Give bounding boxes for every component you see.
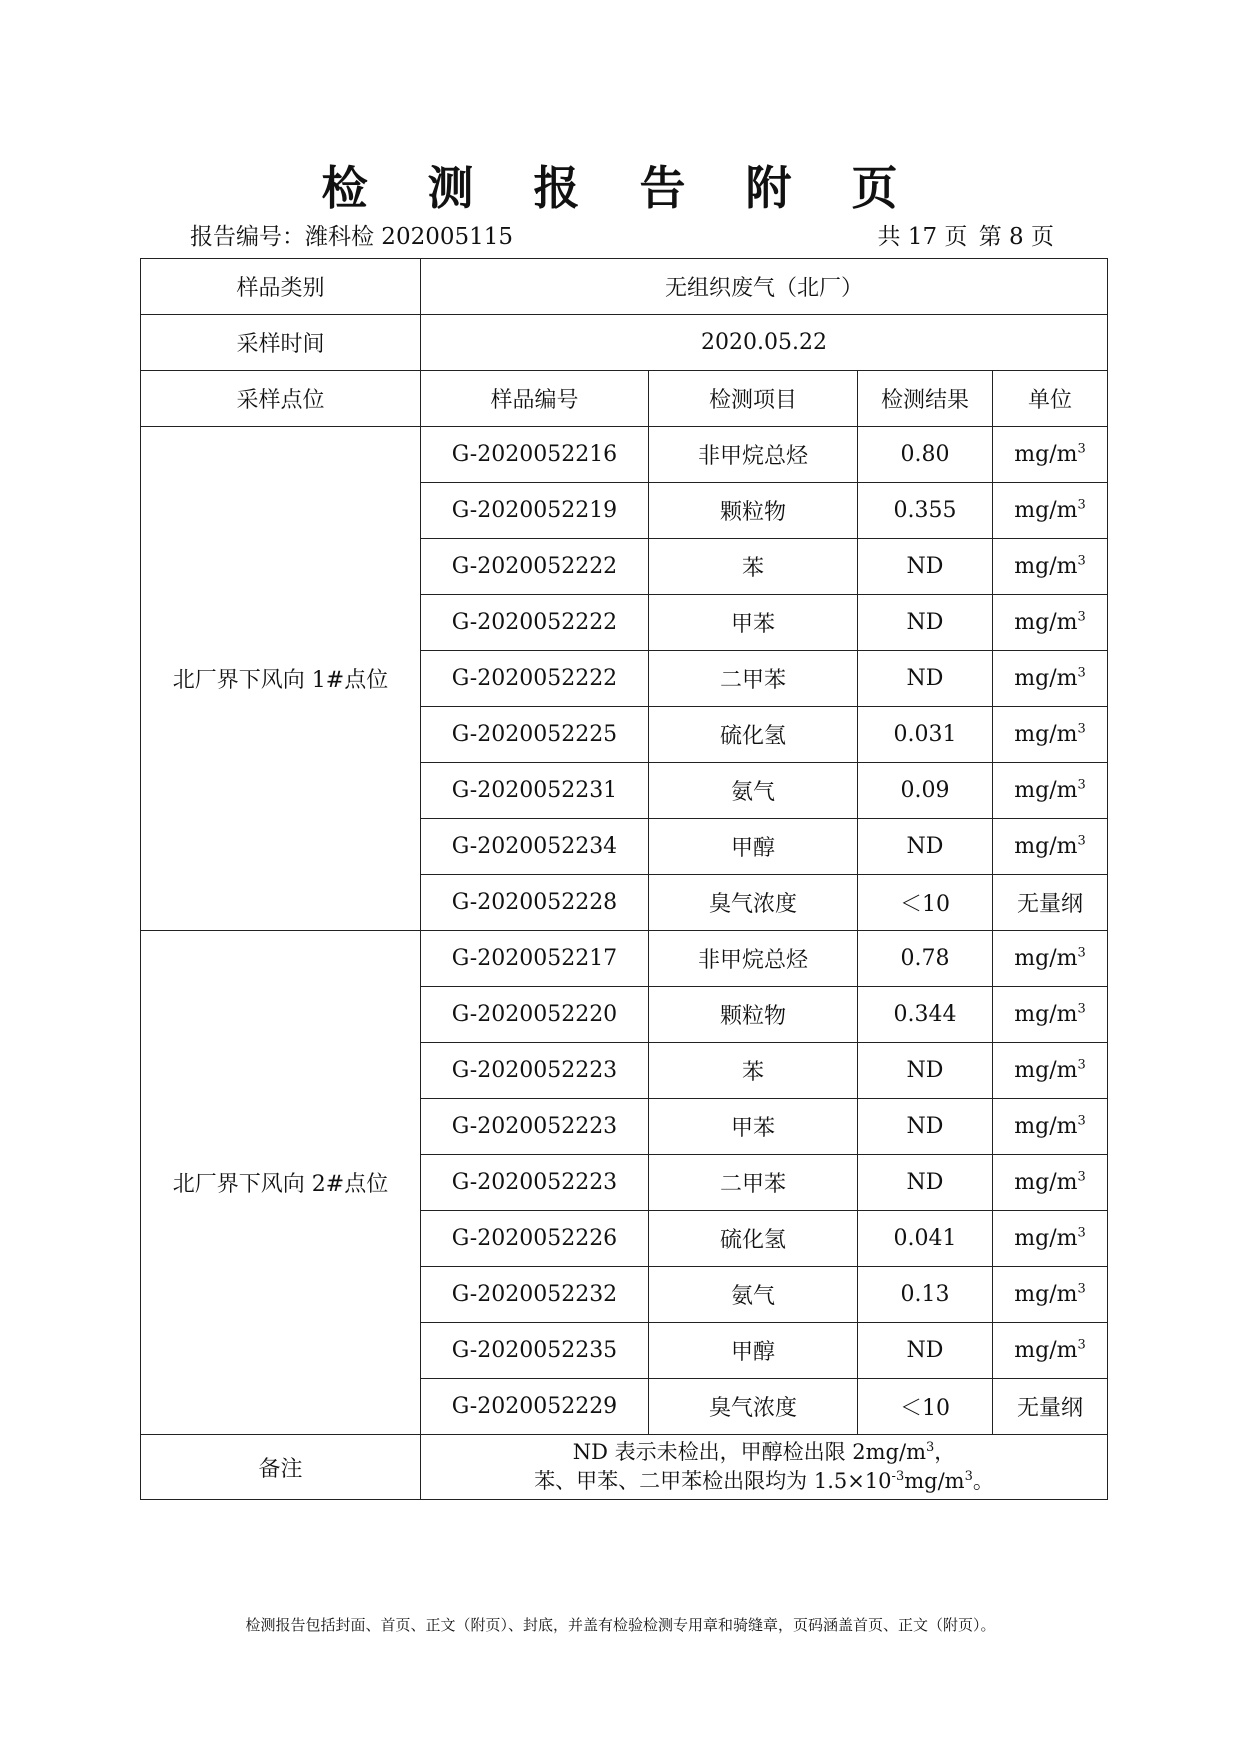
test-item: 二甲苯	[649, 651, 858, 707]
sampling-time-row	[141, 315, 1108, 371]
unit: $mg/m^3$	[993, 1155, 1108, 1211]
unit: $mg/m^3$	[993, 707, 1108, 763]
report-number	[190, 218, 513, 251]
test-result: 0.13	[858, 1267, 993, 1323]
unit: $mg/m^3$	[993, 763, 1108, 819]
remarks-row	[141, 1435, 1108, 1500]
sample-id: G-2020052235	[421, 1323, 649, 1379]
test-result: 0.355	[858, 483, 993, 539]
unit: $mg/m^3$	[993, 987, 1108, 1043]
sampling-location: 北厂界下风向 2#点位	[141, 931, 421, 1435]
remarks-line1: ND 表示未检出，甲醇检出限 $2mg/m^3$，	[572, 1440, 956, 1464]
sample-id: G-2020052222	[421, 651, 649, 707]
sample-id: G-2020052220	[421, 987, 649, 1043]
sample-id: G-2020052222	[421, 595, 649, 651]
sample-id: G-2020052219	[421, 483, 649, 539]
test-result: ＜10	[858, 1379, 993, 1435]
test-item: 苯	[649, 1043, 858, 1099]
test-result: ND	[858, 819, 993, 875]
unit: $mg/m^3$	[993, 819, 1108, 875]
remarks-section	[141, 1435, 1108, 1500]
sample-id: G-2020052216	[421, 427, 649, 483]
test-result: ND	[858, 539, 993, 595]
unit: $mg/m^3$	[993, 427, 1108, 483]
test-result: ND	[858, 651, 993, 707]
test-item: 臭气浓度	[649, 1379, 858, 1435]
page-title: 检 测 报 告 附 页	[321, 161, 920, 215]
unit: 无量纲	[993, 875, 1108, 931]
test-result: 0.344	[858, 987, 993, 1043]
test-item: 颗粒物	[649, 483, 858, 539]
unit: 无量纲	[993, 1379, 1108, 1435]
unit: $mg/m^3$	[993, 1043, 1108, 1099]
test-result: ND	[858, 1155, 993, 1211]
test-result: ND	[858, 1323, 993, 1379]
test-item: 硫化氢	[649, 1211, 858, 1267]
sample-id: G-2020052234	[421, 819, 649, 875]
sample-id: G-2020052223	[421, 1155, 649, 1211]
header-result: 检测结果	[858, 371, 993, 427]
remarks-text	[421, 1435, 1108, 1500]
test-result: ND	[858, 595, 993, 651]
header-sample-id: 样品编号	[421, 371, 649, 427]
unit: $mg/m^3$	[993, 595, 1108, 651]
test-item: 硫化氢	[649, 707, 858, 763]
report-table	[140, 258, 1108, 1500]
test-result: ND	[858, 1043, 993, 1099]
report-number-value: 潍科检 202005115	[305, 224, 514, 250]
sample-id: G-2020052232	[421, 1267, 649, 1323]
test-item: 甲苯	[649, 1099, 858, 1155]
sample-id: G-2020052217	[421, 931, 649, 987]
remarks-label: 备注	[141, 1435, 421, 1500]
sample-id: G-2020052223	[421, 1099, 649, 1155]
sampling-location: 北厂界下风向 1#点位	[141, 427, 421, 931]
sample-type-value: 无组织废气（北厂）	[421, 259, 1108, 315]
test-result: 0.80	[858, 427, 993, 483]
remarks-line2: 苯、甲苯、二甲苯检出限均为 $1.5\times 10^{-3}mg/m^3$。	[534, 1469, 994, 1493]
unit: $mg/m^3$	[993, 483, 1108, 539]
header-location: 采样点位	[141, 371, 421, 427]
table-header-row	[141, 371, 1108, 427]
unit: $mg/m^3$	[993, 1099, 1108, 1155]
page-total: 共 17 页	[877, 224, 968, 250]
sample-id: G-2020052229	[421, 1379, 649, 1435]
test-item: 甲苯	[649, 595, 858, 651]
test-item: 颗粒物	[649, 987, 858, 1043]
sample-id: G-2020052223	[421, 1043, 649, 1099]
table-row	[141, 427, 1108, 483]
test-item: 甲醇	[649, 819, 858, 875]
sample-type-label: 样品类别	[141, 259, 421, 315]
unit: $mg/m^3$	[993, 1323, 1108, 1379]
sample-id: G-2020052225	[421, 707, 649, 763]
sampling-time-value: 2020.05.22	[421, 315, 1108, 371]
page-info	[874, 218, 1054, 251]
unit: $mg/m^3$	[993, 539, 1108, 595]
test-result: 0.78	[858, 931, 993, 987]
test-item: 氨气	[649, 763, 858, 819]
test-result: 0.031	[858, 707, 993, 763]
page-current: 第 8 页	[978, 224, 1054, 250]
unit: $mg/m^3$	[993, 1267, 1108, 1323]
report-number-label: 报告编号：	[190, 224, 305, 250]
sample-id: G-2020052222	[421, 539, 649, 595]
page-footer-note: 检测报告包括封面、首页、正文（附页）、封底，并盖有检验检测专用章和骑缝章，页码涵盖首页、正文（附页）。	[245, 1616, 996, 1634]
sample-id: G-2020052226	[421, 1211, 649, 1267]
test-item: 臭气浓度	[649, 875, 858, 931]
test-item: 非甲烷总烃	[649, 427, 858, 483]
header-item: 检测项目	[649, 371, 858, 427]
test-item: 甲醇	[649, 1323, 858, 1379]
test-result: 0.09	[858, 763, 993, 819]
test-item: 非甲烷总烃	[649, 931, 858, 987]
test-result: 0.041	[858, 1211, 993, 1267]
report-table-body	[141, 259, 1108, 1435]
test-item: 苯	[649, 539, 858, 595]
test-result: ND	[858, 1099, 993, 1155]
header-unit: 单位	[993, 371, 1108, 427]
sampling-time-label: 采样时间	[141, 315, 421, 371]
unit: $mg/m^3$	[993, 651, 1108, 707]
unit: $mg/m^3$	[993, 1211, 1108, 1267]
test-item: 二甲苯	[649, 1155, 858, 1211]
unit: $mg/m^3$	[993, 931, 1108, 987]
test-item: 氨气	[649, 1267, 858, 1323]
sample-type-row	[141, 259, 1108, 315]
test-result: ＜10	[858, 875, 993, 931]
table-row	[141, 931, 1108, 987]
sample-id: G-2020052231	[421, 763, 649, 819]
sample-id: G-2020052228	[421, 875, 649, 931]
